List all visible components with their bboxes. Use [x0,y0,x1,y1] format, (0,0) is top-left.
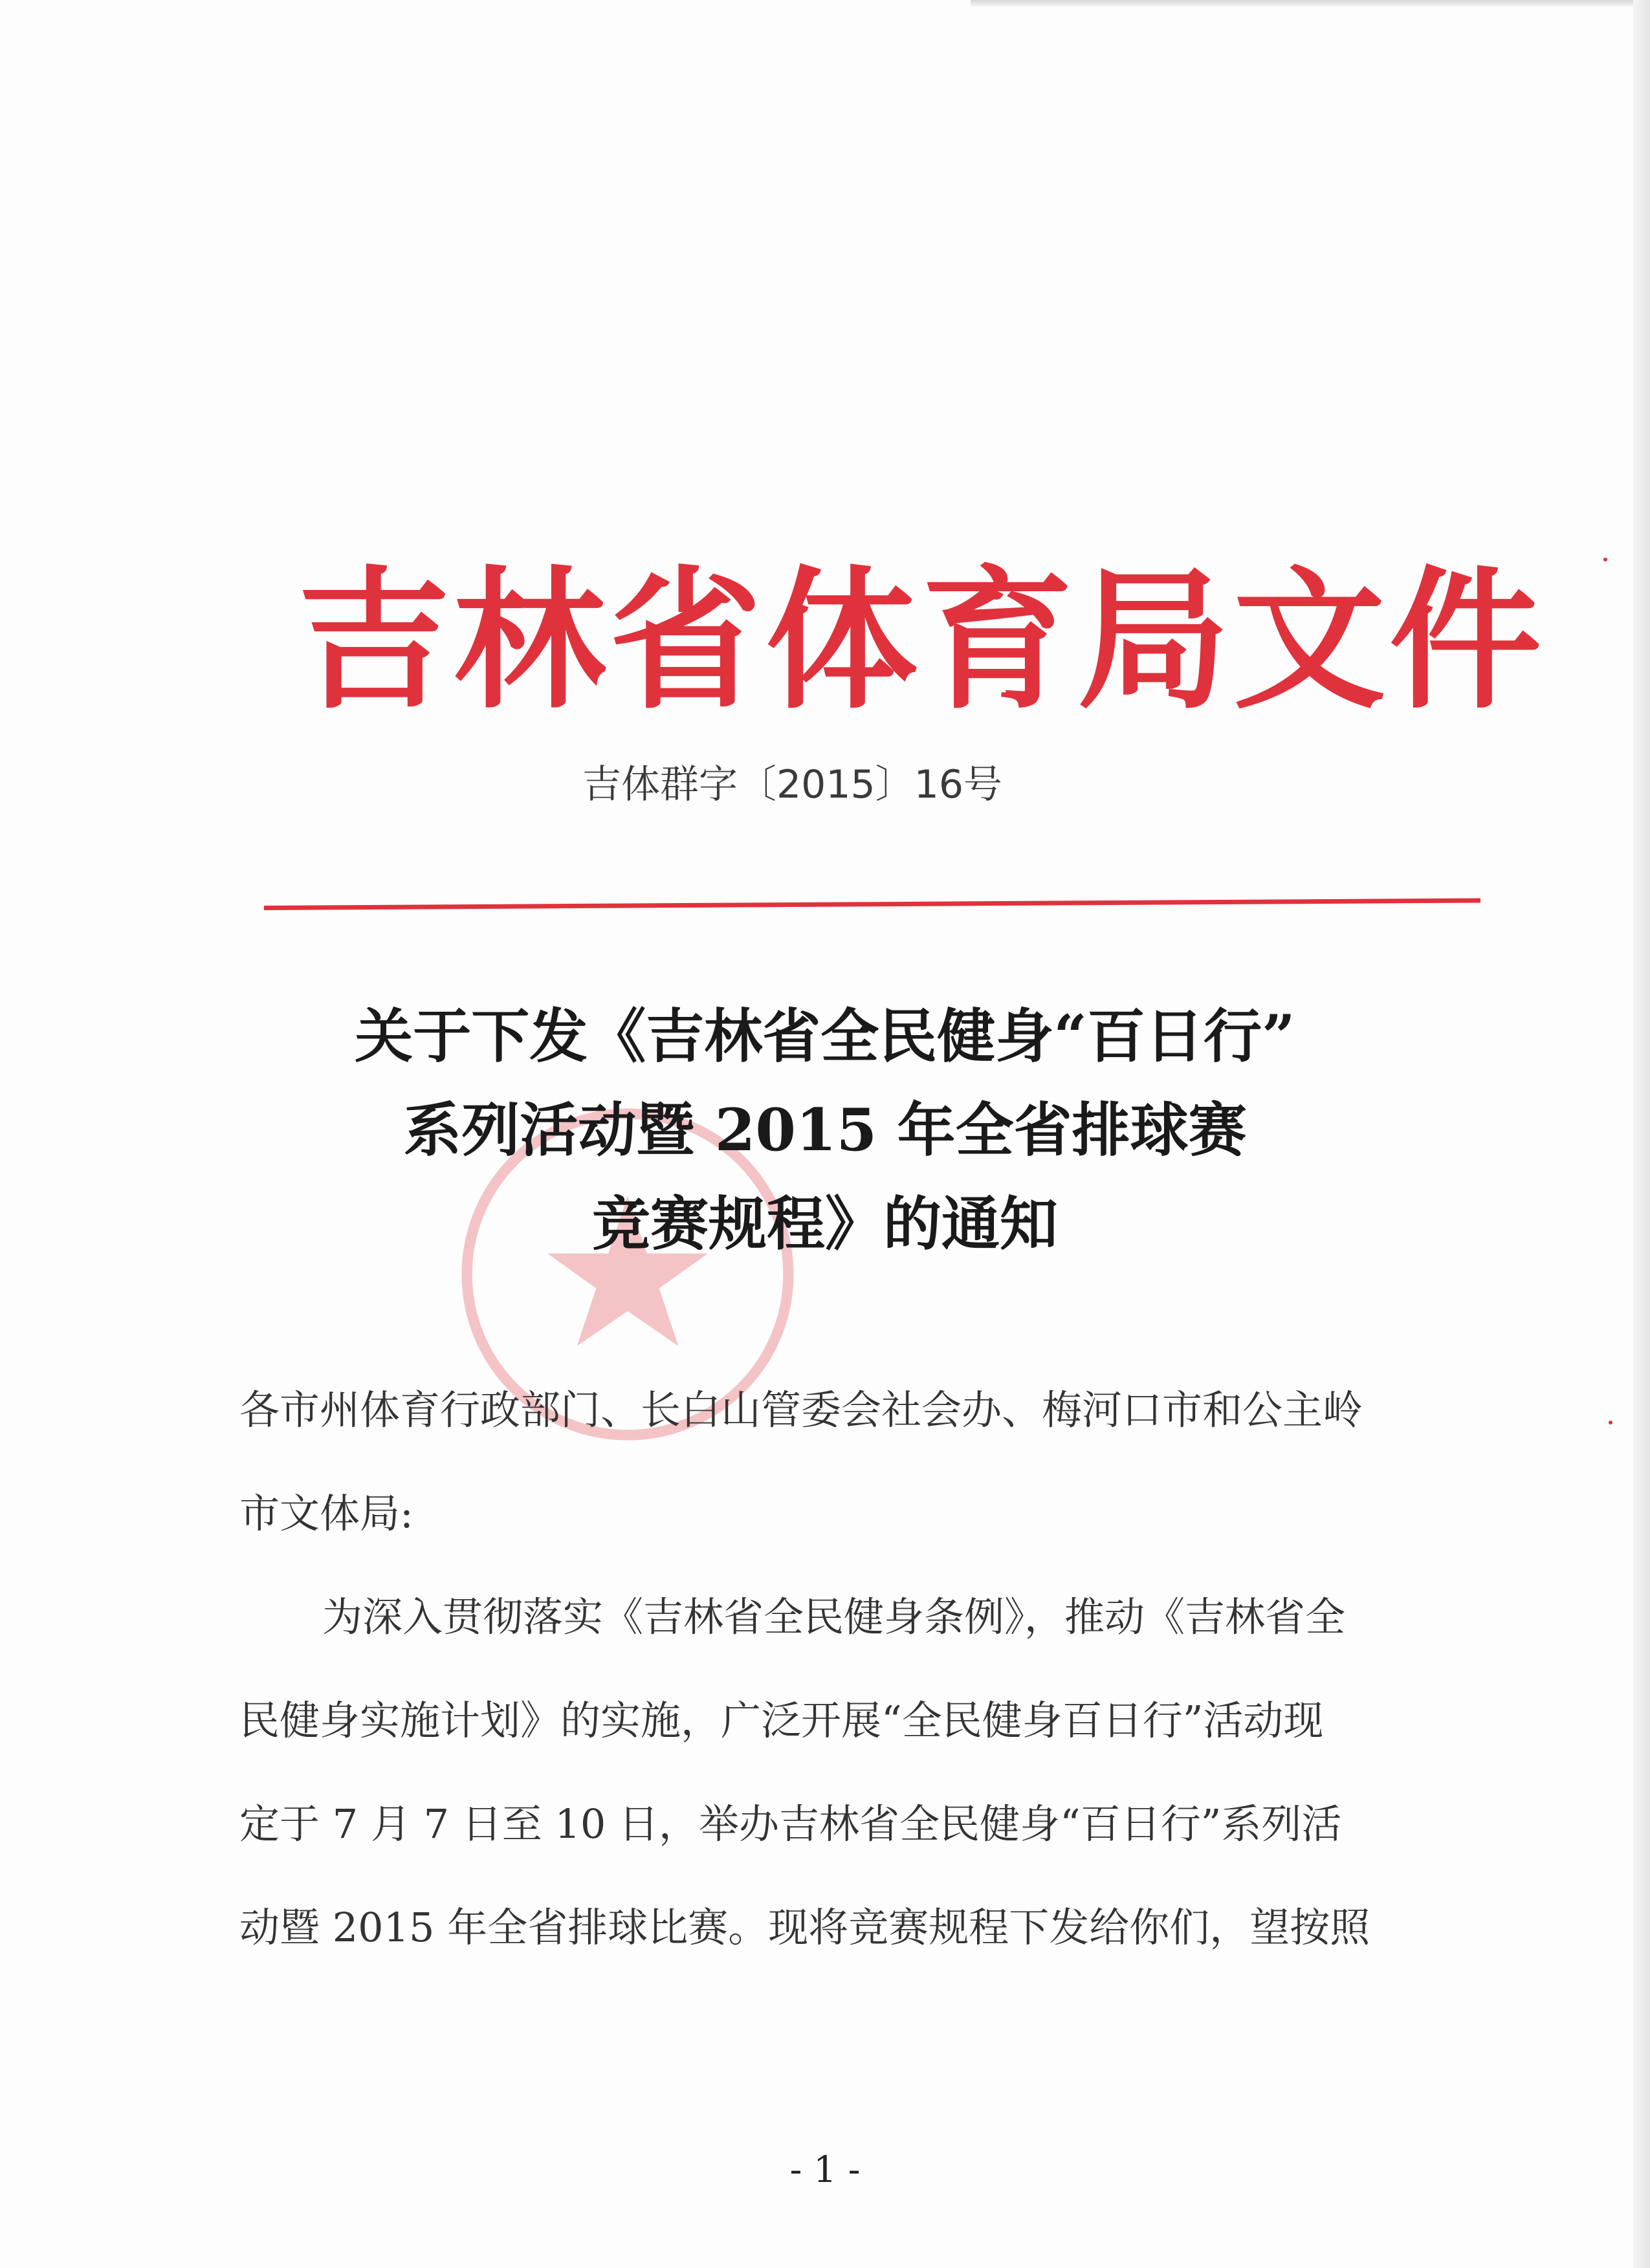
notice-body [239,1358,1424,1979]
body-paragraph-line: 民健身实施计划》的实施，广泛开展“全民健身百日行”活动现 [239,1697,1324,1744]
addressee-line: 各市州体育行政部门、长白山管委会社会办、梅河口市和公主岭 [239,1386,1363,1434]
red-header-divider [264,899,1480,910]
scan-edge-top [971,0,1650,6]
addressee-line: 市文体局: [239,1490,413,1537]
notice-title-line: 系列活动暨 2015 年全省排球赛 [403,1096,1247,1164]
issuing-organization-title: 吉林省体育局文件 [298,551,1545,730]
document-number: 吉体群字〔2015〕16号 [582,762,1003,807]
notice-title-line: 竞赛规程》的通知 [592,1190,1058,1258]
scan-speck [1603,558,1607,562]
notice-title-line: 关于下发《吉林省全民健身“百日行” [355,1002,1295,1071]
page-number: - 1 - [789,2149,861,2191]
body-paragraph-line: 为深入贯彻落实《吉林省全民健身条例》，推动《吉林省全 [322,1593,1346,1641]
notice-title [194,990,1456,1271]
scan-edge-right [1633,0,1650,2268]
body-paragraph-line: 定于 7 月 7 日至 10 日，举办吉林省全民健身“百日行”系列活 [239,1800,1342,1848]
body-paragraph-line: 动暨 2015 年全省排球比赛。现将竞赛规程下发给你们，望按照 [239,1904,1370,1951]
scan-speck [1609,1421,1612,1424]
